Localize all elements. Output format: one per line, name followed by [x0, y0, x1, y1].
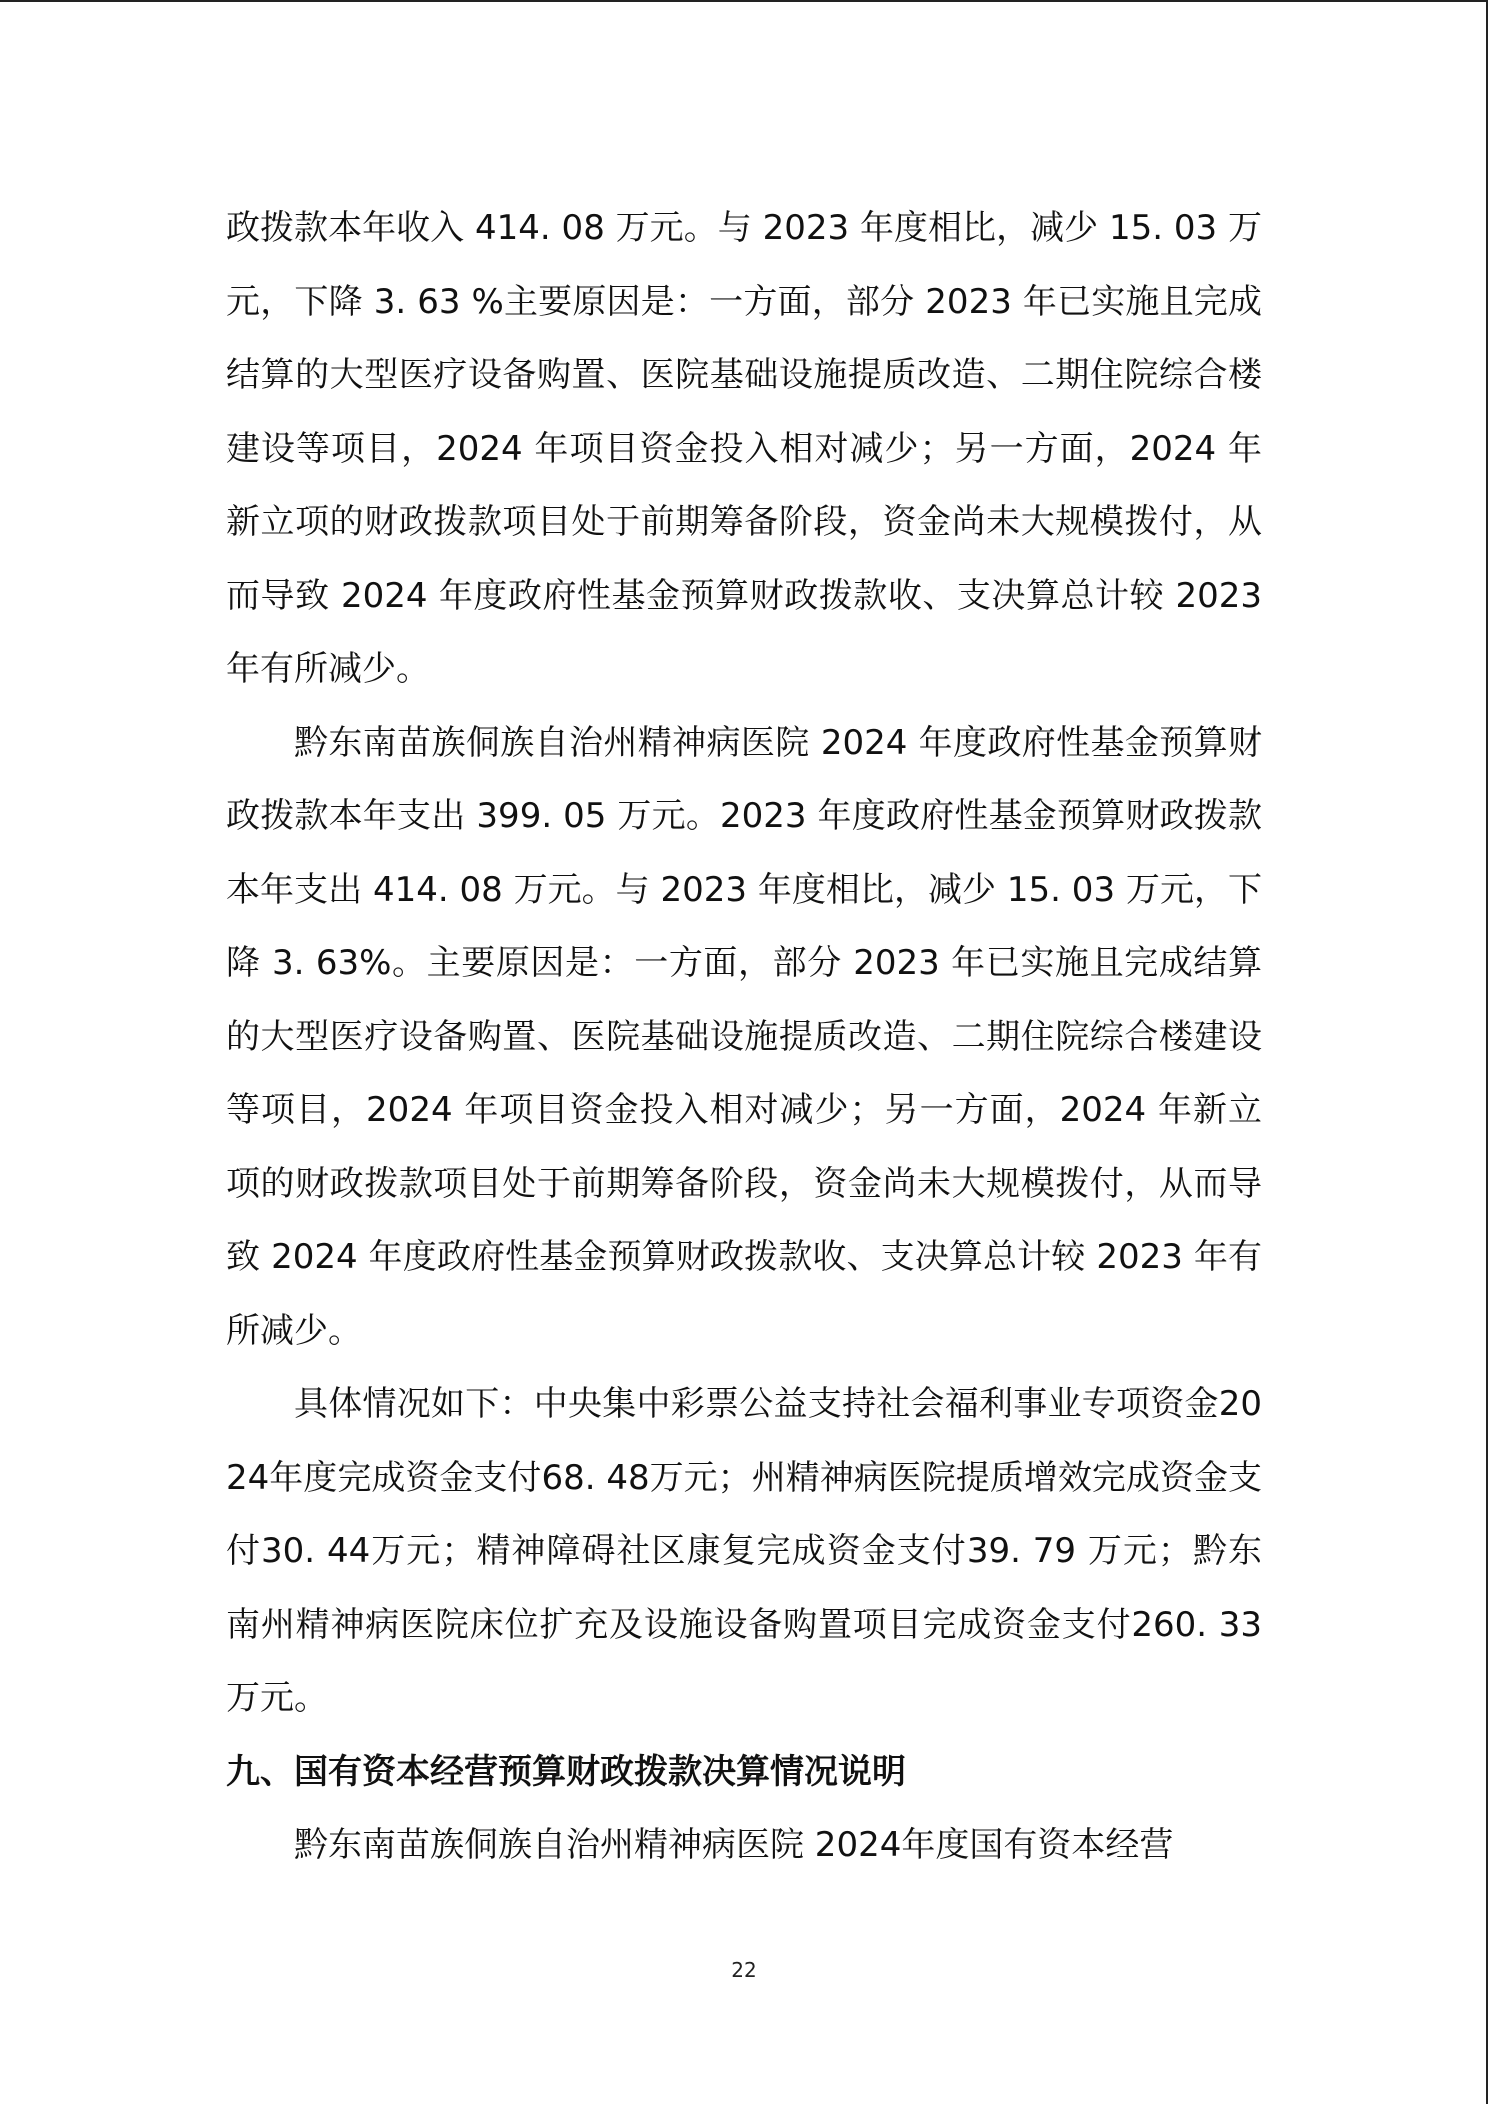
paragraph-revenue-explanation: 政拨款本年收入 414. 08 万元。与 2023 年度相比，减少 15. 03 万元，下降 3. 63 %主要原因是：一方面，部分 2023 年已实施且完成结算的大型医疗设备购置、医院基础设施提质改造、二期住院综合楼建设等项目，2024 年项目资金投入相对减少；另一方面，2024 年新立项的财政拨款项目处于前期筹备阶段，资金尚未大规模拨付，从而导致 2024 年度政府性基金预算财政拨款收、支决算总计较 2023 年有所减少。	[226, 208, 1262, 689]
section-heading: 九、国有资本经营预算财政拨款决算情况说明	[226, 1751, 906, 1792]
page-number: 22	[731, 1958, 757, 1982]
paragraph-expenditure-explanation: 黔东南苗族侗族自治州精神病医院 2024 年度政府性基金预算财政拨款本年支出 399. 05 万元。2023 年度政府性基金预算财政拨款本年支出 414. 08 万元。与 2023 年度相比，减少 15. 03 万元，下降 3. 63%。主要原因是：一方面，部分 2023 年已实施且完成结算的大型医疗设备购置、医院基础设施提质改造、二期住院综合楼建设等项目，2024 年项目资金投入相对减少；另一方面，2024 年新立项的财政拨款项目处于前期筹备阶段，资金尚未大规模拨付，从而导致 2024 年度政府性基金预算财政拨款收、支决算总计较 2023 年有所减少。	[226, 722, 1263, 1351]
paragraph-specific-details: 具体情况如下：中央集中彩票公益支持社会福利事业专项资金2024年度完成资金支付68. 48万元；州精神病医院提质增效完成资金支付30. 44万元；精神障碍社区康复完成资金支付39. 79 万元；黔东南州精神病医院床位扩充及设施设备购置项目完成资金支付260. 33万元。	[226, 1384, 1262, 1718]
paragraph-state-capital: 黔东南苗族侗族自治州精神病医院 2024年度国有资本经营	[294, 1825, 1174, 1865]
document-body	[226, 192, 1262, 1883]
